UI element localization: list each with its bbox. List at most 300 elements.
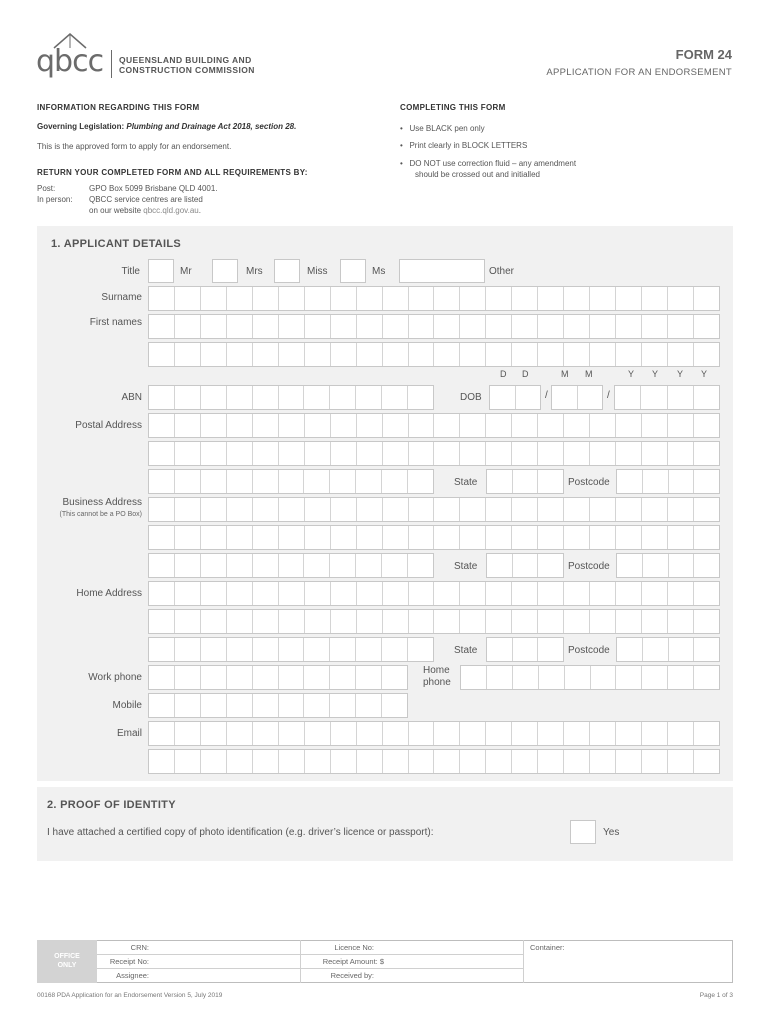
char-cell[interactable]: [201, 414, 227, 437]
char-cell[interactable]: [616, 750, 642, 773]
char-cell[interactable]: [669, 638, 695, 661]
char-cell[interactable]: [616, 315, 642, 338]
char-cell[interactable]: [149, 414, 175, 437]
char-cell[interactable]: [694, 610, 719, 633]
char-cell[interactable]: [356, 470, 382, 493]
char-cell[interactable]: [383, 750, 409, 773]
char-cell[interactable]: [305, 442, 331, 465]
char-cell[interactable]: [434, 414, 460, 437]
char-cell[interactable]: [616, 343, 642, 366]
char-cell[interactable]: [356, 386, 382, 409]
char-cell[interactable]: [279, 750, 305, 773]
char-cell[interactable]: [460, 442, 486, 465]
home-phone-input[interactable]: [460, 665, 720, 690]
char-cell[interactable]: [149, 442, 175, 465]
char-cell[interactable]: [591, 666, 617, 689]
char-cell[interactable]: [305, 526, 331, 549]
char-cell[interactable]: [564, 343, 590, 366]
char-cell[interactable]: [304, 386, 330, 409]
email-input-1[interactable]: [148, 721, 720, 746]
char-cell[interactable]: [149, 750, 175, 773]
char-cell[interactable]: [383, 498, 409, 521]
char-cell[interactable]: [331, 722, 357, 745]
char-cell[interactable]: [253, 287, 279, 310]
char-cell[interactable]: [578, 386, 603, 409]
char-cell[interactable]: [617, 638, 643, 661]
char-cell[interactable]: [460, 287, 486, 310]
char-cell[interactable]: [694, 554, 719, 577]
char-cell[interactable]: [512, 582, 538, 605]
home-postcode-input[interactable]: [616, 637, 720, 662]
char-cell[interactable]: [383, 442, 409, 465]
char-cell[interactable]: [305, 722, 331, 745]
char-cell[interactable]: [409, 610, 435, 633]
char-cell[interactable]: [227, 638, 253, 661]
char-cell[interactable]: [304, 666, 330, 689]
char-cell[interactable]: [538, 414, 564, 437]
char-cell[interactable]: [175, 526, 201, 549]
title-ms-checkbox[interactable]: [340, 259, 366, 283]
char-cell[interactable]: [642, 582, 668, 605]
char-cell[interactable]: [434, 315, 460, 338]
char-cell[interactable]: [434, 750, 460, 773]
char-cell[interactable]: [149, 694, 175, 717]
char-cell[interactable]: [279, 470, 305, 493]
char-cell[interactable]: [590, 610, 616, 633]
char-cell[interactable]: [279, 386, 305, 409]
char-cell[interactable]: [330, 666, 356, 689]
char-cell[interactable]: [383, 343, 409, 366]
char-cell[interactable]: [357, 442, 383, 465]
first-names-input-2[interactable]: [148, 342, 720, 367]
char-cell[interactable]: [201, 610, 227, 633]
char-cell[interactable]: [201, 582, 227, 605]
char-cell[interactable]: [616, 414, 642, 437]
char-cell[interactable]: [175, 722, 201, 745]
dob-day-input[interactable]: [489, 385, 541, 410]
char-cell[interactable]: [538, 610, 564, 633]
char-cell[interactable]: [564, 722, 590, 745]
char-cell[interactable]: [305, 610, 331, 633]
char-cell[interactable]: [253, 666, 279, 689]
char-cell[interactable]: [201, 287, 227, 310]
char-cell[interactable]: [694, 526, 719, 549]
char-cell[interactable]: [201, 442, 227, 465]
char-cell[interactable]: [512, 498, 538, 521]
char-cell[interactable]: [460, 498, 486, 521]
char-cell[interactable]: [149, 526, 175, 549]
char-cell[interactable]: [486, 287, 512, 310]
char-cell[interactable]: [564, 498, 590, 521]
char-cell[interactable]: [305, 582, 331, 605]
char-cell[interactable]: [383, 315, 409, 338]
char-cell[interactable]: [409, 414, 435, 437]
dob-month-input[interactable]: [551, 385, 603, 410]
char-cell[interactable]: [434, 442, 460, 465]
char-cell[interactable]: [512, 287, 538, 310]
char-cell[interactable]: [201, 386, 227, 409]
char-cell[interactable]: [383, 414, 409, 437]
char-cell[interactable]: [590, 722, 616, 745]
char-cell[interactable]: [383, 610, 409, 633]
char-cell[interactable]: [201, 694, 227, 717]
mobile-input[interactable]: [148, 693, 408, 718]
char-cell[interactable]: [564, 582, 590, 605]
char-cell[interactable]: [486, 722, 512, 745]
char-cell[interactable]: [487, 666, 513, 689]
char-cell[interactable]: [227, 666, 253, 689]
char-cell[interactable]: [227, 582, 253, 605]
char-cell[interactable]: [201, 315, 227, 338]
char-cell[interactable]: [175, 287, 201, 310]
char-cell[interactable]: [175, 750, 201, 773]
char-cell[interactable]: [538, 722, 564, 745]
char-cell[interactable]: [227, 722, 253, 745]
char-cell[interactable]: [434, 526, 460, 549]
char-cell[interactable]: [490, 386, 516, 409]
char-cell[interactable]: [330, 638, 356, 661]
char-cell[interactable]: [330, 554, 356, 577]
char-cell[interactable]: [304, 694, 330, 717]
char-cell[interactable]: [538, 750, 564, 773]
char-cell[interactable]: [253, 442, 279, 465]
char-cell[interactable]: [513, 666, 539, 689]
char-cell[interactable]: [357, 722, 383, 745]
char-cell[interactable]: [668, 442, 694, 465]
char-cell[interactable]: [175, 498, 201, 521]
char-cell[interactable]: [305, 343, 331, 366]
char-cell[interactable]: [694, 498, 719, 521]
char-cell[interactable]: [460, 582, 486, 605]
char-cell[interactable]: [516, 386, 541, 409]
email-input-2[interactable]: [148, 749, 720, 774]
char-cell[interactable]: [149, 554, 175, 577]
char-cell[interactable]: [227, 442, 253, 465]
char-cell[interactable]: [539, 666, 565, 689]
char-cell[interactable]: [356, 554, 382, 577]
char-cell[interactable]: [642, 722, 668, 745]
char-cell[interactable]: [642, 287, 668, 310]
char-cell[interactable]: [201, 750, 227, 773]
char-cell[interactable]: [227, 526, 253, 549]
char-cell[interactable]: [486, 750, 512, 773]
char-cell[interactable]: [513, 554, 539, 577]
char-cell[interactable]: [149, 287, 175, 310]
char-cell[interactable]: [486, 582, 512, 605]
char-cell[interactable]: [694, 343, 719, 366]
char-cell[interactable]: [201, 498, 227, 521]
char-cell[interactable]: [538, 638, 563, 661]
char-cell[interactable]: [668, 343, 694, 366]
char-cell[interactable]: [538, 554, 563, 577]
char-cell[interactable]: [383, 722, 409, 745]
char-cell[interactable]: [694, 750, 719, 773]
home-address-input-3[interactable]: [148, 637, 434, 662]
char-cell[interactable]: [694, 287, 719, 310]
char-cell[interactable]: [227, 498, 253, 521]
char-cell[interactable]: [486, 414, 512, 437]
char-cell[interactable]: [590, 750, 616, 773]
char-cell[interactable]: [460, 722, 486, 745]
char-cell[interactable]: [434, 343, 460, 366]
char-cell[interactable]: [538, 315, 564, 338]
char-cell[interactable]: [279, 554, 305, 577]
char-cell[interactable]: [330, 694, 356, 717]
char-cell[interactable]: [149, 470, 175, 493]
postal-postcode-input[interactable]: [616, 469, 720, 494]
char-cell[interactable]: [175, 386, 201, 409]
char-cell[interactable]: [279, 343, 305, 366]
char-cell[interactable]: [565, 666, 591, 689]
char-cell[interactable]: [201, 470, 227, 493]
char-cell[interactable]: [590, 582, 616, 605]
char-cell[interactable]: [253, 610, 279, 633]
char-cell[interactable]: [668, 582, 694, 605]
char-cell[interactable]: [227, 694, 253, 717]
char-cell[interactable]: [357, 526, 383, 549]
char-cell[interactable]: [331, 750, 357, 773]
char-cell[interactable]: [305, 750, 331, 773]
char-cell[interactable]: [279, 610, 305, 633]
postal-address-input-3[interactable]: [148, 469, 434, 494]
char-cell[interactable]: [590, 442, 616, 465]
char-cell[interactable]: [331, 287, 357, 310]
char-cell[interactable]: [330, 470, 356, 493]
char-cell[interactable]: [564, 315, 590, 338]
char-cell[interactable]: [149, 498, 175, 521]
char-cell[interactable]: [253, 315, 279, 338]
char-cell[interactable]: [615, 386, 641, 409]
char-cell[interactable]: [643, 470, 669, 493]
char-cell[interactable]: [331, 526, 357, 549]
char-cell[interactable]: [279, 638, 305, 661]
title-other-field[interactable]: [399, 259, 485, 283]
char-cell[interactable]: [668, 722, 694, 745]
char-cell[interactable]: [643, 638, 669, 661]
char-cell[interactable]: [487, 638, 513, 661]
char-cell[interactable]: [331, 414, 357, 437]
char-cell[interactable]: [201, 722, 227, 745]
char-cell[interactable]: [694, 722, 719, 745]
char-cell[interactable]: [279, 414, 305, 437]
char-cell[interactable]: [227, 470, 253, 493]
char-cell[interactable]: [434, 498, 460, 521]
char-cell[interactable]: [694, 638, 719, 661]
char-cell[interactable]: [643, 554, 669, 577]
char-cell[interactable]: [357, 750, 383, 773]
surname-input[interactable]: [148, 286, 720, 311]
char-cell[interactable]: [486, 526, 512, 549]
char-cell[interactable]: [513, 470, 539, 493]
char-cell[interactable]: [512, 722, 538, 745]
title-mrs-checkbox[interactable]: [212, 259, 238, 283]
char-cell[interactable]: [616, 722, 642, 745]
char-cell[interactable]: [694, 315, 719, 338]
proof-yes-checkbox[interactable]: [570, 820, 596, 844]
char-cell[interactable]: [357, 498, 383, 521]
char-cell[interactable]: [564, 414, 590, 437]
char-cell[interactable]: [357, 610, 383, 633]
char-cell[interactable]: [538, 287, 564, 310]
char-cell[interactable]: [409, 582, 435, 605]
char-cell[interactable]: [227, 287, 253, 310]
char-cell[interactable]: [149, 638, 175, 661]
char-cell[interactable]: [279, 526, 305, 549]
char-cell[interactable]: [149, 343, 175, 366]
abn-input[interactable]: [148, 385, 434, 410]
char-cell[interactable]: [668, 414, 694, 437]
char-cell[interactable]: [409, 722, 435, 745]
char-cell[interactable]: [552, 386, 578, 409]
char-cell[interactable]: [383, 526, 409, 549]
char-cell[interactable]: [669, 554, 695, 577]
dob-year-input[interactable]: [614, 385, 720, 410]
char-cell[interactable]: [356, 694, 382, 717]
char-cell[interactable]: [668, 386, 694, 409]
char-cell[interactable]: [253, 526, 279, 549]
char-cell[interactable]: [357, 287, 383, 310]
char-cell[interactable]: [409, 526, 435, 549]
business-state-input[interactable]: [486, 553, 564, 578]
char-cell[interactable]: [201, 526, 227, 549]
char-cell[interactable]: [357, 343, 383, 366]
char-cell[interactable]: [331, 343, 357, 366]
char-cell[interactable]: [460, 315, 486, 338]
char-cell[interactable]: [434, 610, 460, 633]
char-cell[interactable]: [253, 498, 279, 521]
char-cell[interactable]: [279, 694, 305, 717]
char-cell[interactable]: [409, 750, 435, 773]
char-cell[interactable]: [512, 526, 538, 549]
home-address-input-1[interactable]: [148, 581, 720, 606]
char-cell[interactable]: [460, 414, 486, 437]
char-cell[interactable]: [642, 442, 668, 465]
char-cell[interactable]: [538, 498, 564, 521]
char-cell[interactable]: [641, 386, 667, 409]
char-cell[interactable]: [564, 442, 590, 465]
char-cell[interactable]: [512, 750, 538, 773]
char-cell[interactable]: [564, 610, 590, 633]
char-cell[interactable]: [408, 386, 433, 409]
char-cell[interactable]: [331, 315, 357, 338]
char-cell[interactable]: [305, 498, 331, 521]
char-cell[interactable]: [512, 343, 538, 366]
char-cell[interactable]: [512, 610, 538, 633]
char-cell[interactable]: [668, 666, 694, 689]
char-cell[interactable]: [279, 666, 305, 689]
char-cell[interactable]: [616, 526, 642, 549]
char-cell[interactable]: [331, 442, 357, 465]
home-state-input[interactable]: [486, 637, 564, 662]
char-cell[interactable]: [201, 554, 227, 577]
char-cell[interactable]: [279, 315, 305, 338]
char-cell[interactable]: [331, 610, 357, 633]
char-cell[interactable]: [227, 750, 253, 773]
char-cell[interactable]: [564, 287, 590, 310]
char-cell[interactable]: [642, 610, 668, 633]
char-cell[interactable]: [149, 386, 175, 409]
char-cell[interactable]: [305, 315, 331, 338]
char-cell[interactable]: [616, 610, 642, 633]
char-cell[interactable]: [175, 554, 201, 577]
char-cell[interactable]: [149, 315, 175, 338]
char-cell[interactable]: [383, 582, 409, 605]
char-cell[interactable]: [149, 722, 175, 745]
char-cell[interactable]: [616, 666, 642, 689]
website-link[interactable]: qbcc.qld.gov.au: [143, 206, 199, 215]
char-cell[interactable]: [175, 315, 201, 338]
home-address-input-2[interactable]: [148, 609, 720, 634]
char-cell[interactable]: [642, 526, 668, 549]
char-cell[interactable]: [590, 287, 616, 310]
char-cell[interactable]: [434, 287, 460, 310]
char-cell[interactable]: [175, 470, 201, 493]
char-cell[interactable]: [382, 386, 408, 409]
char-cell[interactable]: [694, 414, 719, 437]
business-address-input-2[interactable]: [148, 525, 720, 550]
char-cell[interactable]: [617, 470, 643, 493]
title-mr-checkbox[interactable]: [148, 259, 174, 283]
char-cell[interactable]: [149, 666, 175, 689]
char-cell[interactable]: [253, 554, 279, 577]
char-cell[interactable]: [149, 582, 175, 605]
char-cell[interactable]: [382, 554, 408, 577]
char-cell[interactable]: [642, 343, 668, 366]
char-cell[interactable]: [512, 442, 538, 465]
char-cell[interactable]: [409, 343, 435, 366]
first-names-input[interactable]: [148, 314, 720, 339]
postal-state-input[interactable]: [486, 469, 564, 494]
char-cell[interactable]: [694, 442, 719, 465]
postal-address-input-1[interactable]: [148, 413, 720, 438]
char-cell[interactable]: [382, 638, 408, 661]
char-cell[interactable]: [538, 343, 564, 366]
char-cell[interactable]: [357, 414, 383, 437]
char-cell[interactable]: [331, 582, 357, 605]
char-cell[interactable]: [538, 582, 564, 605]
char-cell[interactable]: [357, 315, 383, 338]
char-cell[interactable]: [227, 386, 253, 409]
char-cell[interactable]: [642, 750, 668, 773]
char-cell[interactable]: [487, 470, 513, 493]
char-cell[interactable]: [486, 498, 512, 521]
char-cell[interactable]: [538, 470, 563, 493]
char-cell[interactable]: [279, 722, 305, 745]
postal-address-input-2[interactable]: [148, 441, 720, 466]
char-cell[interactable]: [201, 638, 227, 661]
char-cell[interactable]: [227, 610, 253, 633]
char-cell[interactable]: [253, 582, 279, 605]
char-cell[interactable]: [279, 442, 305, 465]
char-cell[interactable]: [668, 287, 694, 310]
char-cell[interactable]: [616, 498, 642, 521]
char-cell[interactable]: [227, 343, 253, 366]
char-cell[interactable]: [669, 470, 695, 493]
char-cell[interactable]: [382, 666, 407, 689]
char-cell[interactable]: [409, 315, 435, 338]
char-cell[interactable]: [201, 666, 227, 689]
char-cell[interactable]: [512, 315, 538, 338]
char-cell[interactable]: [486, 610, 512, 633]
char-cell[interactable]: [279, 498, 305, 521]
char-cell[interactable]: [460, 750, 486, 773]
title-miss-checkbox[interactable]: [274, 259, 300, 283]
char-cell[interactable]: [694, 666, 719, 689]
char-cell[interactable]: [175, 582, 201, 605]
char-cell[interactable]: [253, 722, 279, 745]
char-cell[interactable]: [486, 343, 512, 366]
char-cell[interactable]: [513, 638, 539, 661]
